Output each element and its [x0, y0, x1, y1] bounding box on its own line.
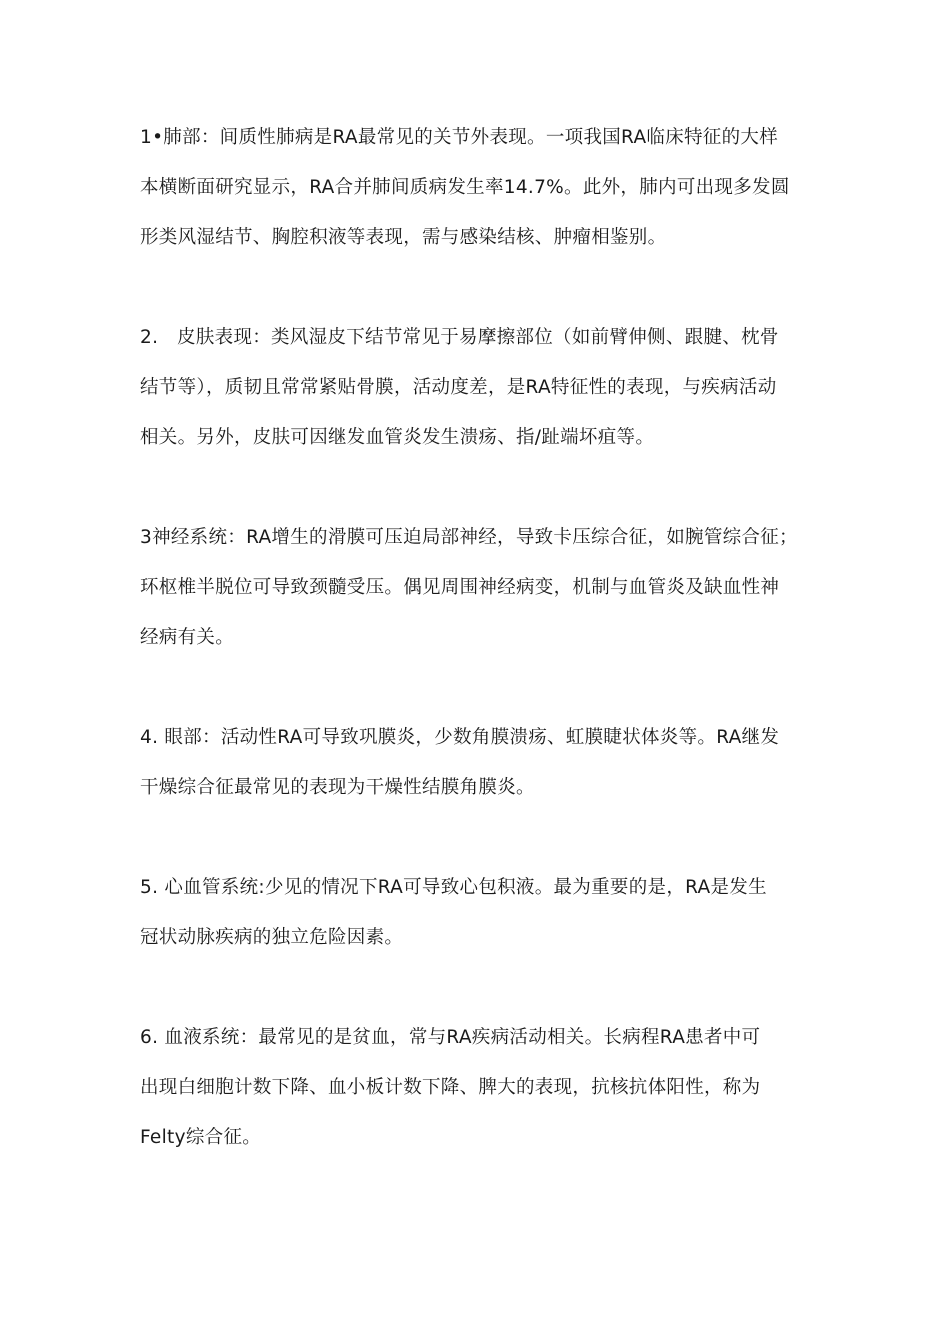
text-line: 6. 血液系统：最常见的是贫血，常与RA疾病活动相关。长病程RA患者中可 — [140, 1027, 761, 1048]
text-line: 形类风湿结节、胸腔积液等表现，需与感染结核、肿瘤相鉴别。 — [140, 227, 667, 248]
text-line: 相关。另外，皮肤可因继发血管炎发生溃疡、指/趾端坏疽等。 — [140, 427, 655, 448]
text-line: 1•肺部：间质性肺病是RA最常见的关节外表现。一项我国RA临床特征的大样 — [140, 127, 779, 148]
paragraph-lung — [140, 113, 820, 263]
text-line: 3神经系统：RA增生的滑膜可压迫局部神经，导致卡压综合征，如腕管综合征； — [140, 527, 798, 548]
paragraph-cardiovascular — [140, 863, 820, 963]
paragraph-blood — [140, 1013, 820, 1163]
text-line: 2. 皮肤表现：类风湿皮下结节常见于易摩擦部位（如前臂伸侧、跟腱、枕骨 — [140, 327, 779, 348]
paragraph-nervous-system — [140, 513, 820, 663]
text-line: 4. 眼部：活动性RA可导致巩膜炎，少数角膜溃疡、虹膜睫状体炎等。RA继发 — [140, 727, 780, 748]
text-line: 结节等），质韧且常常紧贴骨膜，活动度差，是RA特征性的表现，与疾病活动 — [140, 377, 777, 398]
paragraph-eye — [140, 713, 820, 813]
text-line: Felty综合征。 — [140, 1127, 262, 1148]
paragraph-skin — [140, 313, 820, 463]
text-line: 5. 心血管系统:少见的情况下RA可导致心包积液。最为重要的是，RA是发生 — [140, 877, 767, 898]
text-line: 干燥综合征最常见的表现为干燥性结膜角膜炎。 — [140, 777, 535, 798]
text-line: 环枢椎半脱位可导致颈髓受压。偶见周围神经病变，机制与血管炎及缺血性神 — [140, 577, 780, 598]
text-line: 出现白细胞计数下降、血小板计数下降、脾大的表现，抗核抗体阳性，称为 — [140, 1077, 761, 1098]
text-line: 本横断面研究显示，RA合并肺间质病发生率14.7%。此外，肺内可出现多发圆 — [140, 177, 790, 198]
text-line: 冠状动脉疾病的独立危险因素。 — [140, 927, 404, 948]
text-line: 经病有关。 — [140, 627, 235, 648]
